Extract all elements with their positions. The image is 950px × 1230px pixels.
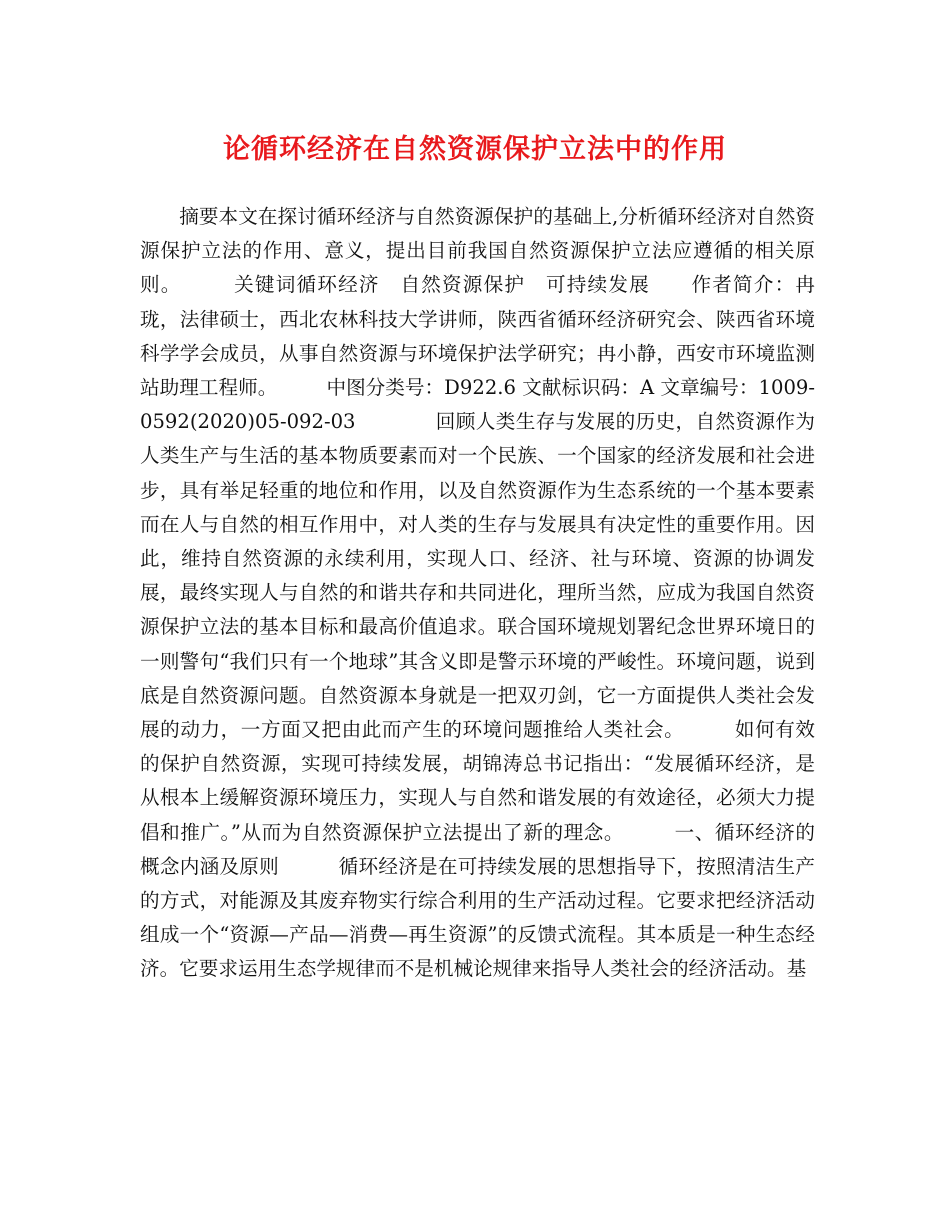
document-body: 摘要本文在探讨循环经济与自然资源保护的基础上,分析循环经济对自然资源保护立法的作用、意义，提出目前我国自然资源保护立法应遵循的相关原则。 关键词循环经济 自然资源保护 可持续发展 作者简介：冉珑，法律硕士，西北农林科技大学讲师，陕西省循环经济研究会、陕西省环境科学学会成员，从事自然资源与环境保护法学研究；冉小静，西安市环境监测站助理工程师。 中图分类号：D922.6 文献标识码：A 文章编号：1009-0592(2020)05-092-03 回顾人类生存与发展的历史，自然资源作为人类生产与生活的基本物质要素而对一个民族、一个国家的经济发展和社会进步，具有举足轻重的地位和作用，以及自然资源作为生态系统的一个基本要素而在人与自然的相互作用中，对人类的生存与发展具有决定性的重要作用。因此，维持自然资源的永续利用，实现人口、经济、社与环境、资源的协调发展，最终实现人与自然的和谐共存和共同进化，理所当然，应成为我国自然资源保护立法的基本目标和最高价值追求。联合国环境规划署纪念世界环境日的一则警句“我们只有一个地球”其含义即是警示环境的严峻性。环境问题，说到底是自然资源问题。自然资源本身就是一把双刃剑，它一方面提供人类社会发展的动力，一方面又把由此而产生的环境问题推给人类社会。 如何有效的保护自然资源，实现可持续发展，胡锦涛总书记指出：“发展循环经济，是从根本上缓解资源环境压力，实现人与自然和谐发展的有效途径，必须大力提倡和推广。”从而为自然资源保护立法提出了新的理念。 一、循环经济的概念内涵及原则 循环经济是在可持续发展的思想指导下，按照清洁生产的方式，对能源及其废弃物实行综合利用的生产活动过程。它要求把经济活动组成一个“资源—产品—消费—再生资源”的反馈式流程。其本质是一种生态经济。它要求运用生态学规律而不是机械论规律来指导人类社会的经济活动。基 — [140, 205, 815, 981]
document-title: 论循环经济在自然资源保护立法中的作用 — [223, 134, 727, 165]
